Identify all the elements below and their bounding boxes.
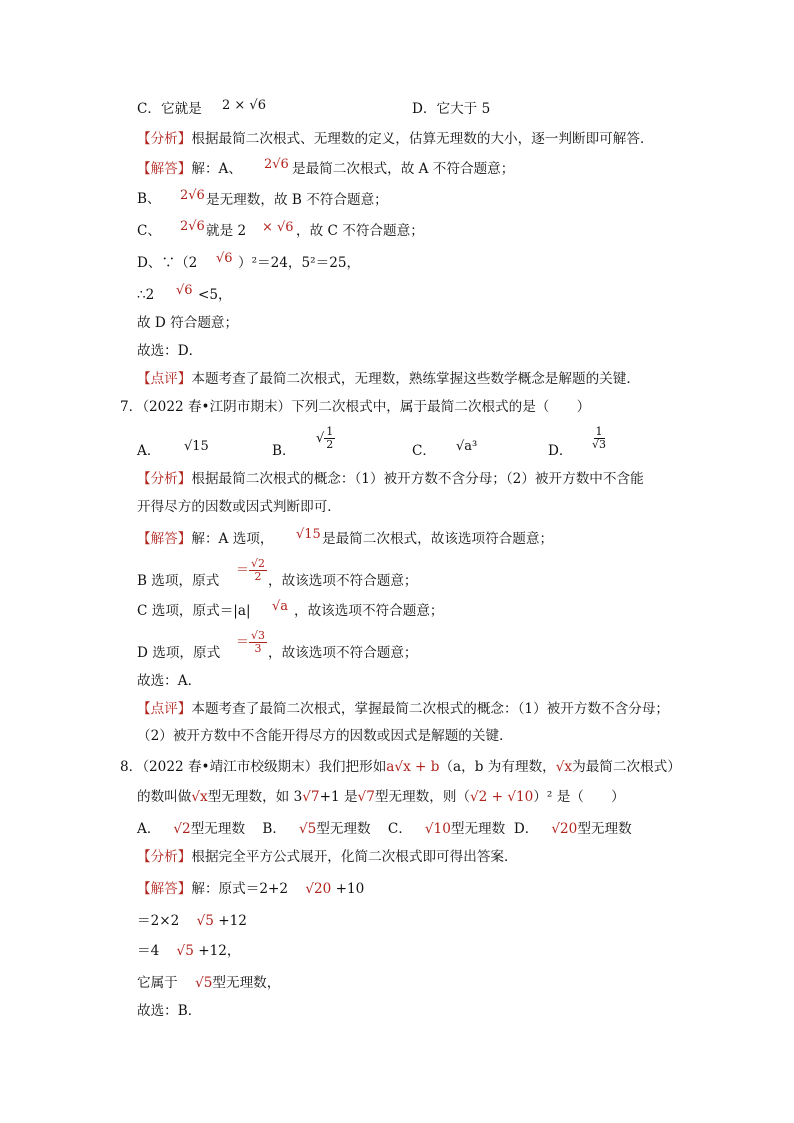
q7-math-a: √15 — [296, 527, 321, 542]
q6-math-b: 2√6 — [180, 188, 205, 203]
q6-solution-d: D、∵（2 — [137, 255, 198, 271]
q6-solution-c-rest: ，故 C 不符合题意； — [296, 223, 424, 239]
q7-option-d: D． — [548, 443, 573, 459]
analysis-text: 根据最简二次根式的概念：（1）被开方数不含分母；（2）被开方数中不含能 — [191, 471, 644, 487]
q8-stem-1: 8．（2022 春•靖江市校级期末）我们把形如a√x + b（a，b 为有理数，√x为最简二次根式） — [120, 759, 681, 775]
comment-tag: 【点评】 — [137, 701, 192, 717]
q7-analysis-1 — [137, 470, 644, 488]
q8-options: A． √2型无理数 B． √5型无理数 C． √10型无理数 D． √20型无理数 — [137, 821, 632, 837]
q6-option-c-math: 2 × √6 — [222, 98, 266, 113]
q7-comment-1 — [137, 700, 669, 718]
q6-solution-d-rest: ）²＝24，5²＝25， — [238, 255, 361, 271]
q6-analysis — [137, 130, 654, 148]
q6-math-c: 2√6 — [180, 219, 205, 234]
q6-comment — [137, 370, 640, 388]
q6-solution-a — [137, 160, 242, 178]
q7-option-c: C． — [412, 443, 436, 459]
q8-stem-2: 的数叫做√x型无理数，如 3√7+1 是√7型无理数，则（√2 + √10）² 是（ ） — [137, 789, 625, 805]
q8-choose: 故选：B． — [137, 1003, 202, 1019]
comment-text: 本题考查了最简二次根式，掌握最简二次根式的概念：（1）被开方数不含分母； — [191, 701, 670, 717]
q8-solution-2: ＝2×2 √5 +12 — [137, 913, 247, 929]
analysis-tag: 【分析】 — [137, 471, 192, 487]
analysis-tag: 【分析】 — [137, 131, 192, 147]
q7-solution-b-rest: ，故该选项不符合题意； — [268, 573, 418, 589]
q7-option-b: B． — [272, 443, 296, 459]
q7-solution-a — [137, 530, 273, 548]
q6-math-therefore: √6 — [176, 283, 193, 298]
q7-option-c-math: √a³ — [456, 439, 478, 454]
q7-solution-c-rest: ，故该选项不符合题意； — [294, 603, 444, 619]
analysis-text: 根据最简二次根式、无理数的定义，估算无理数的大小，逐一判断即可解答． — [191, 131, 654, 147]
solution-tag: 【解答】 — [137, 531, 192, 547]
solution-text: 解：A、 — [191, 161, 242, 177]
comment-text: 本题考查了最简二次根式，无理数，熟练掌握这些数学概念是解题的关键． — [191, 371, 640, 387]
q7-choose: 故选：A． — [137, 673, 202, 689]
q6-option-d: D．它大于 5 — [412, 101, 491, 117]
q6-option-c: C．它就是 — [137, 101, 202, 117]
q6-math-c2: × √6 — [262, 220, 294, 235]
q7-math-d: ＝ $\frac{√3}{3}$ — [236, 629, 266, 655]
q6-choose: 故选：D． — [137, 343, 203, 359]
analysis-tag: 【分析】 — [137, 849, 192, 865]
solution-tag: 【解答】 — [137, 161, 192, 177]
q7-solution-d-rest: ，故该选项不符合题意； — [268, 645, 418, 661]
q6-therefore: ∴2 — [137, 287, 155, 303]
solution-text: 解：A 选项， — [191, 531, 274, 547]
q7-solution-a-rest: 是最简二次根式，故该选项符合题意； — [322, 531, 554, 547]
q8-solution-4: 它属于 √5型无理数， — [137, 975, 281, 991]
q7-option-a-math: √15 — [184, 439, 209, 454]
q6-solution-c-mid: 就是 2 — [206, 223, 247, 239]
q7-option-a: A． — [137, 443, 161, 459]
q8-solution-3: ＝4 √5 +12， — [137, 943, 241, 959]
q8-solution-1: 【解答】解：原式＝2+2 √20 +10 — [137, 881, 365, 897]
q8-analysis — [137, 848, 518, 866]
q7-solution-c: C 选项，原式＝|a| — [137, 603, 251, 619]
q6-math-d: √6 — [216, 251, 233, 266]
q6-solution-a-rest: 是最简二次根式，故 A 不符合题意； — [292, 161, 515, 177]
analysis-text: 根据完全平方公式展开，化简二次根式即可得出答案． — [191, 849, 518, 865]
q6-solution-c: C、 — [137, 223, 161, 239]
comment-tag: 【点评】 — [137, 371, 192, 387]
q7-option-d-math: $\frac{1}{√3}$ — [592, 425, 607, 451]
q6-math-a: 2√6 — [264, 157, 289, 172]
q7-math-c: √a — [272, 599, 289, 614]
q7-comment-2: （2）被开方数中不含能开得尽方的因数或因式是解题的关键． — [137, 728, 513, 744]
q6-conclusion: 故 D 符合题意； — [137, 315, 239, 331]
q7-solution-b: B 选项，原式 — [137, 573, 220, 589]
q6-solution-b-rest: 是无理数，故 B 不符合题意； — [206, 192, 388, 208]
q7-option-b-math: √ $\frac{1}{2}$ — [316, 425, 334, 451]
q7-analysis-2: 开得尽方的因数或因式判断即可． — [137, 499, 341, 515]
q6-therefore-rest: <5， — [198, 287, 232, 303]
q7-math-b: ＝ $\frac{√2}{2}$ — [236, 557, 266, 583]
q7-solution-d: D 选项，原式 — [137, 645, 221, 661]
q6-solution-b: B、 — [137, 191, 161, 207]
q7-stem: 7．（2022 春•江阴市期末）下列二次根式中，属于最简二次根式的是（ ） — [120, 399, 591, 415]
